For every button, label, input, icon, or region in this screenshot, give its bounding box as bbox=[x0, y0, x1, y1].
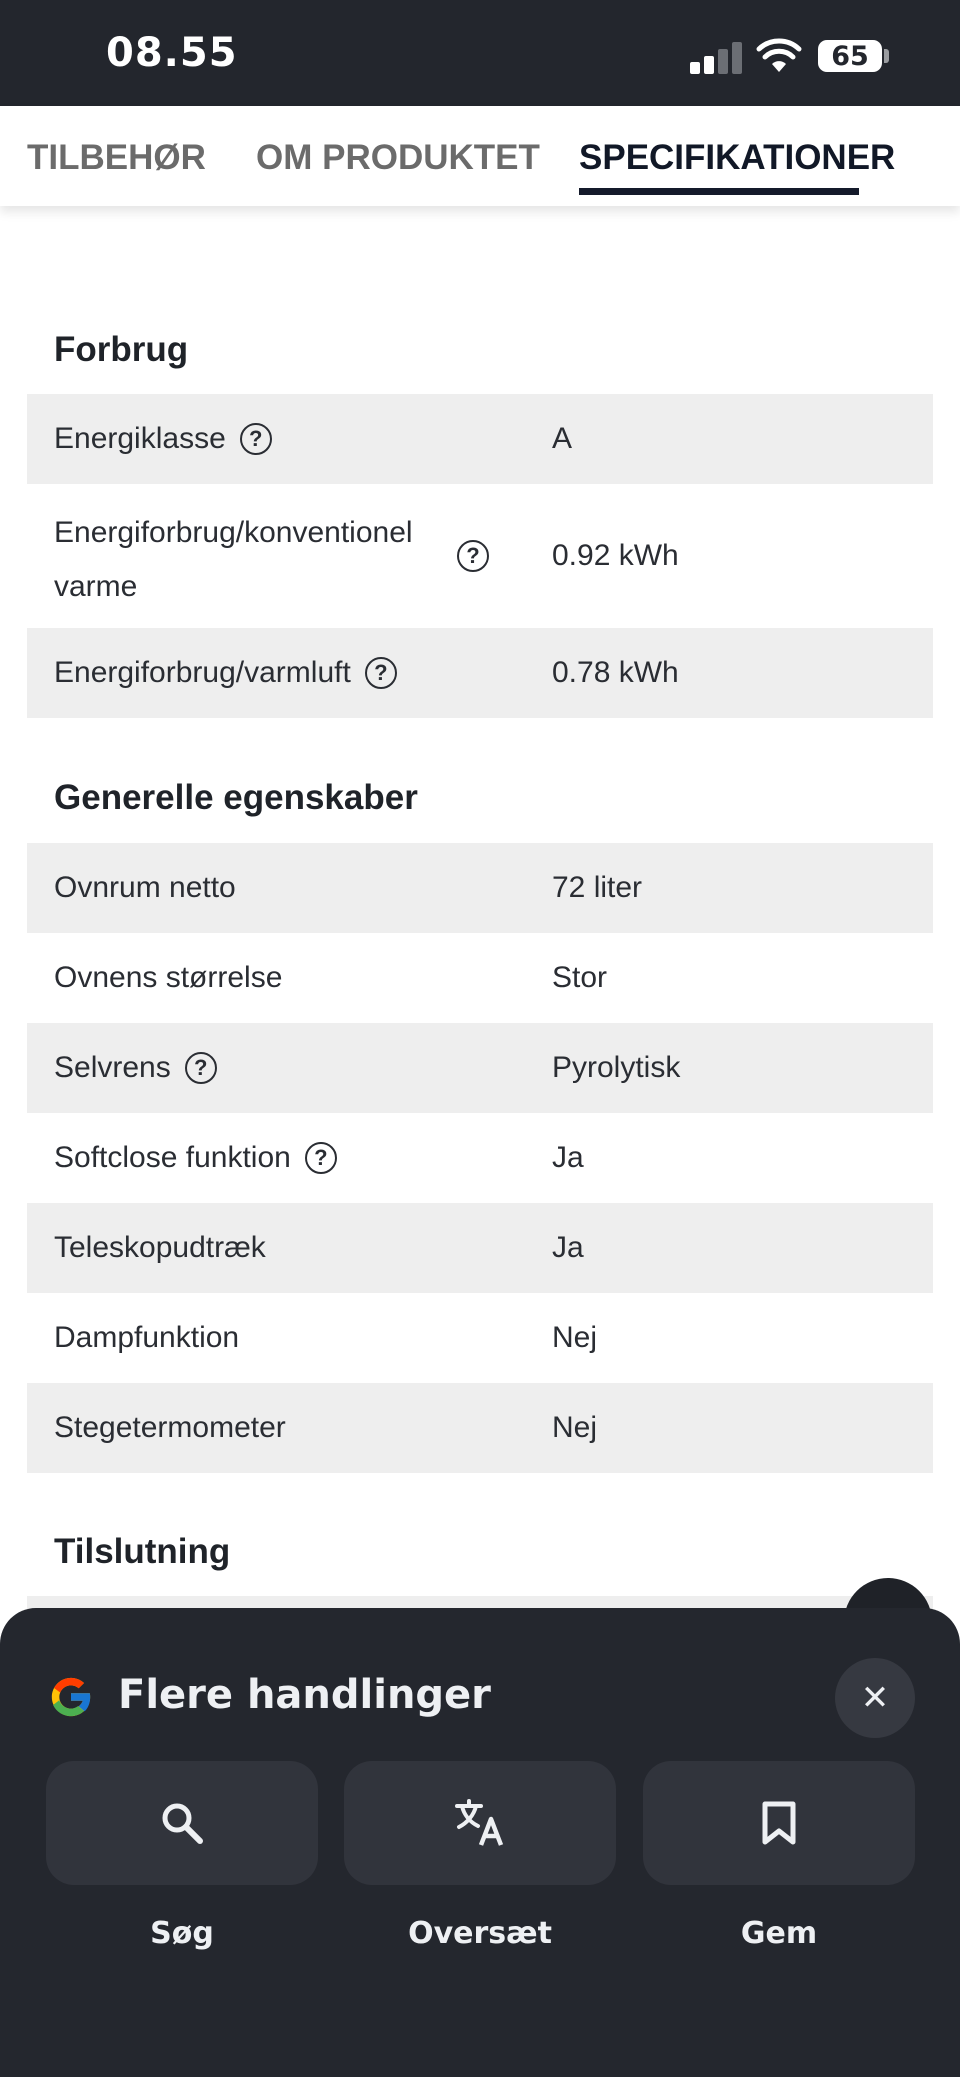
section-title-tilslutning: Tilslutning bbox=[54, 1532, 231, 1571]
spec-value: Pyrolytisk bbox=[552, 1051, 681, 1084]
spec-label: Ovnrum netto bbox=[54, 871, 236, 904]
spec-label: Selvrens bbox=[54, 1051, 171, 1084]
status-bar bbox=[0, 0, 960, 106]
more-actions-sheet bbox=[0, 1608, 960, 2077]
spec-label: Energiklasse bbox=[54, 422, 226, 455]
spec-value: 0.78 kWh bbox=[552, 656, 679, 689]
google-logo-icon bbox=[46, 1672, 96, 1722]
battery-icon bbox=[818, 40, 882, 72]
tab-om-produktet[interactable]: OM PRODUKTET bbox=[256, 138, 540, 177]
spec-row bbox=[27, 1113, 933, 1203]
spec-value: Ja bbox=[552, 1231, 584, 1264]
spec-label: Energiforbrug/varmluft bbox=[54, 656, 351, 689]
help-icon[interactable]: ? bbox=[457, 540, 489, 572]
sheet-title: Flere handlinger bbox=[118, 1672, 491, 1718]
spec-value: 0.92 kWh bbox=[552, 539, 679, 572]
tab-specifikationer[interactable]: SPECIFIKATIONER bbox=[579, 138, 896, 177]
spec-value: Nej bbox=[552, 1411, 598, 1444]
spec-row bbox=[27, 1023, 933, 1113]
spec-row bbox=[27, 1203, 933, 1293]
search-icon bbox=[159, 1800, 205, 1846]
spec-row bbox=[27, 628, 933, 718]
search-action-button[interactable] bbox=[46, 1761, 318, 1885]
search-action-label: Søg bbox=[150, 1916, 214, 1951]
spec-value: Nej bbox=[552, 1321, 598, 1354]
spec-value: Ja bbox=[552, 1141, 584, 1174]
spec-label: Dampfunktion bbox=[54, 1321, 240, 1354]
help-icon[interactable]: ? bbox=[185, 1052, 217, 1084]
spec-value: A bbox=[552, 422, 573, 455]
tab-tilbehor[interactable]: TILBEHØR bbox=[27, 138, 206, 177]
save-action-label: Gem bbox=[740, 1916, 818, 1951]
section-title-forbrug: Forbrug bbox=[54, 330, 189, 369]
translate-icon bbox=[454, 1797, 506, 1849]
active-tab-indicator bbox=[579, 188, 859, 195]
spec-row bbox=[27, 843, 933, 933]
battery-cap bbox=[884, 49, 889, 63]
spec-label: Teleskopudtræk bbox=[54, 1231, 266, 1264]
wifi-icon bbox=[756, 38, 802, 74]
spec-row bbox=[27, 1383, 933, 1473]
spec-label-line-2: varme bbox=[54, 570, 138, 603]
spec-row bbox=[27, 484, 933, 628]
save-action-button[interactable] bbox=[643, 1761, 915, 1885]
help-icon[interactable]: ? bbox=[305, 1142, 337, 1174]
spec-label: Stegetermometer bbox=[54, 1411, 286, 1444]
status-time: 08.55 bbox=[106, 30, 238, 76]
close-button[interactable] bbox=[835, 1658, 915, 1738]
bookmark-icon bbox=[761, 1800, 797, 1846]
spec-row bbox=[27, 394, 933, 484]
spec-value: Stor bbox=[552, 961, 608, 994]
section-title-generelle-egenskaber: Generelle egenskaber bbox=[54, 778, 418, 817]
battery-level: 65 bbox=[831, 40, 869, 72]
close-icon: ✕ bbox=[860, 1678, 890, 1718]
spec-row bbox=[27, 1293, 933, 1383]
translate-action-label: Oversæt bbox=[408, 1916, 552, 1951]
cellular-signal-icon bbox=[690, 40, 746, 74]
help-icon[interactable]: ? bbox=[365, 657, 397, 689]
translate-action-button[interactable] bbox=[344, 1761, 616, 1885]
spec-label: Softclose funktion bbox=[54, 1141, 291, 1174]
spec-label: Ovnens størrelse bbox=[54, 961, 283, 994]
product-tab-bar bbox=[0, 106, 960, 206]
spec-value: 72 liter bbox=[552, 871, 643, 904]
spec-row bbox=[27, 933, 933, 1023]
spec-label-line-1: Energiforbrug/konventionel bbox=[54, 516, 413, 549]
help-icon[interactable]: ? bbox=[240, 423, 272, 455]
